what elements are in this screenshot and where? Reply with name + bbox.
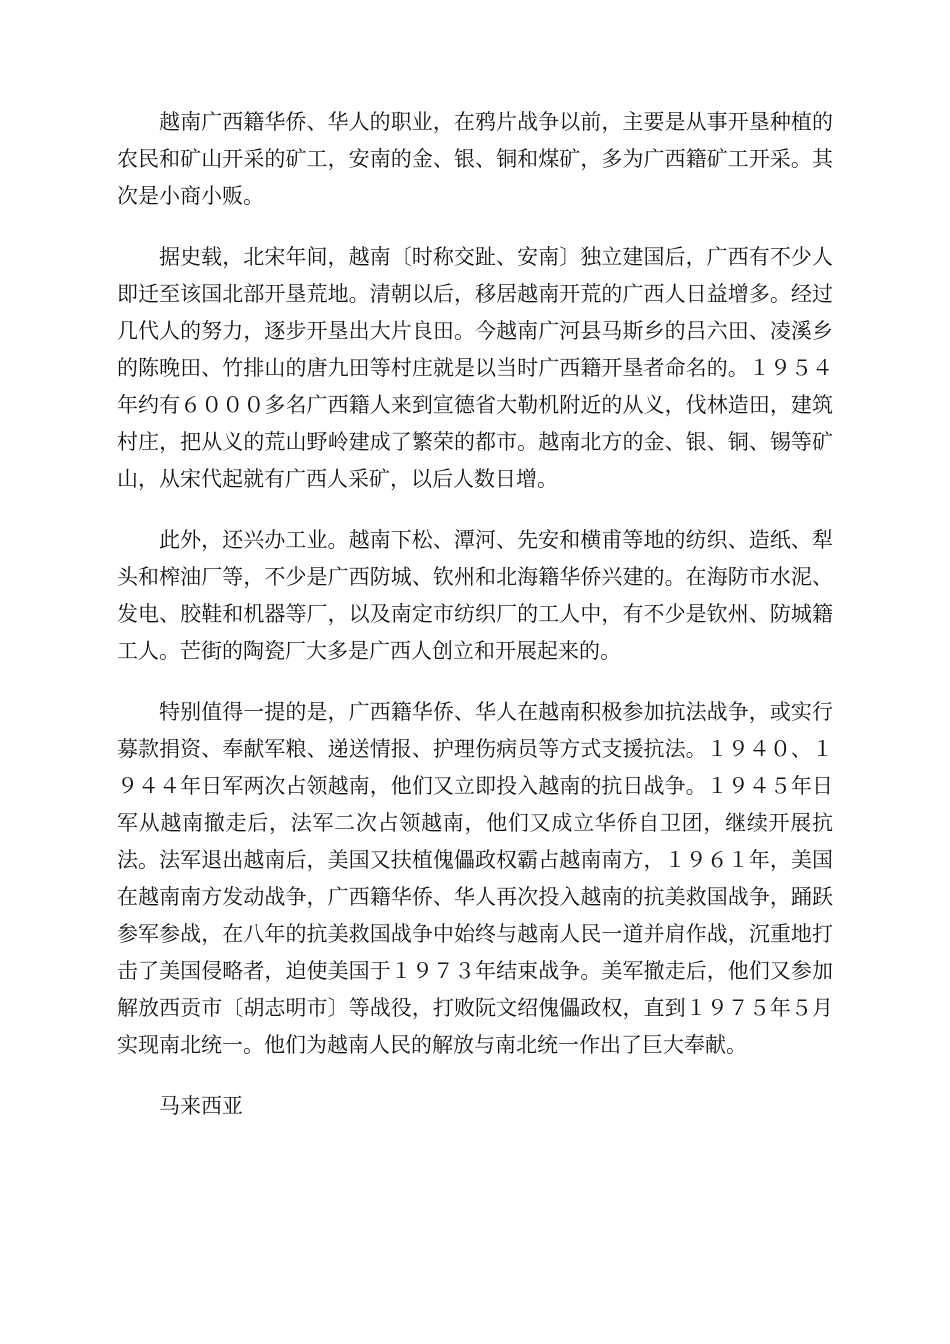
section-heading: 马来西亚 [159, 1094, 243, 1118]
paragraph-industry: 此外，还兴办工业。越南下松、潭河、先安和横甫等地的纺织、造纸、犁头和榨油厂等，不少是广西防城、钦州和北海籍华侨兴建的。在海防市水泥、发电、胶鞋和机器等厂，以及南定市纺织厂的工人中，有不少是钦州、防城籍工人。芒街的陶瓷厂大多是广西人创立和开展起来的。 [117, 528, 833, 663]
paragraph-history: 据史载，北宋年间，越南〔时称交趾、安南〕独立建国后，广西有不少人即迁至该国北部开垦荒地。清朝以后，移居越南开荒的广西人日益增多。经过几代人的努力，逐步开垦出大片良田。今越南广河县马斯乡的吕六田、凌溪乡的陈晚田、竹排山的唐九田等村庄就是以当时广西籍开垦者命名的。１９５４年约有６０００多名广西籍人来到宣德省大勒机附近的从义，伐林造田，建筑村庄，把从义的荒山野岭建成了繁荣的都市。越南北方的金、银、铜、锡等矿山，从宋代起就有广西人采矿，以后人数日增。 [117, 245, 833, 491]
paragraph-wars: 特别值得一提的是，广西籍华侨、华人在越南积极参加抗法战争，或实行募款捐资、奉献军粮、递送情报、护理伤病员等方式支援抗法。１９４０、１９４４年日军两次占领越南，他们又立即投入越南的抗日战争。１９４５年日军从越南撤走后，法军二次占领越南，他们又成立华侨自卫团，继续开展抗法。法军退出越南后，美国又扶植傀儡政权霸占越南南方，１９６１年，美国在越南南方发动战争，广西籍华侨、华人再次投入越南的抗美救国战争，踊跃参军参战，在八年的抗美救国战争中始终与越南人民一道并肩作战，沉重地打击了美国侵略者，迫使美国于１９７３年结束战争。美军撤走后，他们又参加解放西贡市〔胡志明市〕等战役，打败阮文绍傀儡政权，直到１９７５年５月实现南北统一。他们为越南人民的解放与南北统一作出了巨大奉献。 [117, 700, 833, 1057]
paragraph-occupations: 越南广西籍华侨、华人的职业，在鸦片战争以前，主要是从事开垦种植的农民和矿山开采的矿工，安南的金、银、铜和煤矿，多为广西籍矿工开采。其次是小商小贩。 [117, 110, 833, 208]
document-page [117, 104, 833, 1125]
